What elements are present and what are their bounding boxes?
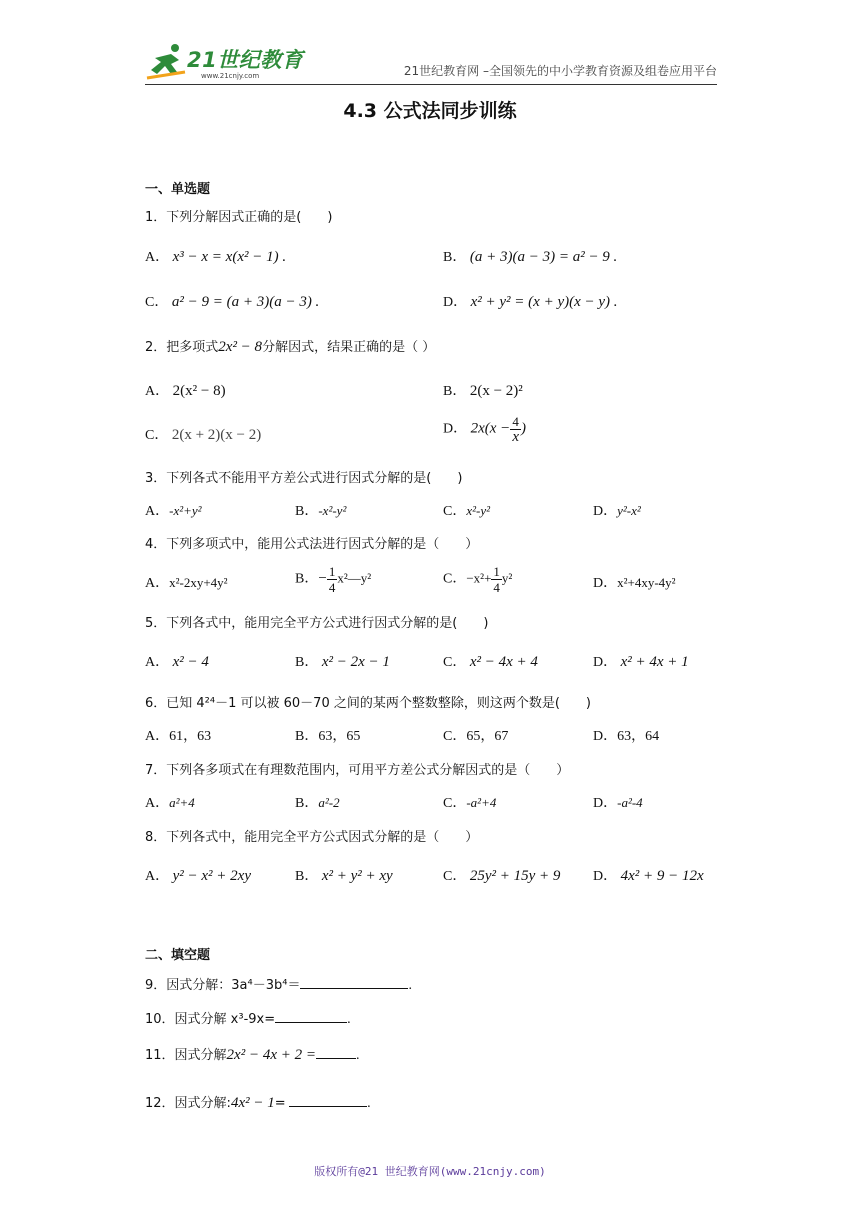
question-1-option-a[interactable]: A． x³ − x = x(x² − 1) .: [145, 249, 287, 265]
question-4-option-d[interactable]: D．x²+4xy-4y²: [593, 575, 676, 591]
question-7-option-a[interactable]: A．a²+4: [145, 795, 195, 811]
section-heading-single-choice: 一、单选题: [145, 182, 211, 197]
question-8-option-b[interactable]: B． x² + y² + xy: [295, 868, 393, 884]
question-3-option-d[interactable]: D．y²-x²: [593, 503, 641, 519]
question-6-option-a[interactable]: A．61，63: [145, 729, 212, 744]
logo-url: www.21cnjy.com: [201, 72, 260, 80]
question-7-option-d[interactable]: D．-a²-4: [593, 795, 643, 811]
question-2-option-d[interactable]: D． 2x(x − $\frac{4}{x}$ ): [443, 414, 526, 445]
question-10: 10．因式分解 x³-9x= .: [145, 1008, 351, 1028]
header-divider: [145, 84, 717, 85]
question-1-stem: 1．下列分解因式正确的是( ): [145, 210, 333, 225]
question-6-stem: 6．已知 4²⁴－1 可以被 60－70 之间的某两个整数整除，则这两个数是( ): [145, 696, 591, 711]
question-8-option-d[interactable]: D． 4x² + 9 − 12x: [593, 868, 704, 884]
fraction: $\frac{1}{4}$: [328, 564, 336, 595]
answer-blank[interactable]: [289, 1092, 367, 1107]
question-8-option-a[interactable]: A． y² − x² + 2xy: [145, 868, 251, 884]
question-11: 11．因式分解2x² − 4x + 2 = .: [145, 1044, 359, 1064]
page-title: 4.3 公式法同步训练: [343, 100, 517, 122]
question-6-option-d[interactable]: D．63，64: [593, 729, 660, 744]
question-4-option-c[interactable]: C．−x²+ $\frac{1}{4}$ y²: [443, 564, 513, 595]
page-footer: 版权所有@21 世纪教育网(www.21cnjy.com): [314, 1165, 546, 1178]
question-5-option-a[interactable]: A． x² − 4: [145, 654, 209, 670]
answer-blank[interactable]: [300, 974, 408, 989]
fraction: $\frac{1}{4}$: [493, 564, 500, 595]
header-slogan: 21世纪教育网 –全国领先的中小学教育资源及组卷应用平台: [403, 64, 717, 78]
question-7-option-c[interactable]: C．-a²+4: [443, 795, 497, 811]
question-1-option-d[interactable]: D． x² + y² = (x + y)(x − y) .: [443, 294, 618, 310]
question-3-option-a[interactable]: A．-x²+y²: [145, 503, 202, 519]
question-12: 12．因式分解:4x² − 1= .: [145, 1092, 371, 1112]
question-4-option-b[interactable]: B．− $\frac{1}{4}$ x²—y²: [295, 564, 372, 595]
question-5-stem: 5．下列各式中，能用完全平方公式进行因式分解的是( ): [145, 616, 489, 631]
logo-text: 21世纪教育: [187, 48, 304, 72]
question-8-option-c[interactable]: C． 25y² + 15y + 9: [443, 868, 561, 884]
question-2-option-b[interactable]: B． 2(x − 2)²: [443, 383, 523, 399]
question-5-option-b[interactable]: B． x² − 2x − 1: [295, 654, 390, 670]
question-6-option-b[interactable]: B．63，65: [295, 729, 361, 744]
answer-blank[interactable]: [275, 1008, 347, 1023]
section-heading-fill-blank: 二、填空题: [145, 948, 211, 963]
fraction: $\frac{4}{x}$: [512, 414, 519, 445]
question-8-stem: 8．下列各式中，能用完全平方公式因式分解的是（ ）: [145, 830, 479, 845]
answer-blank[interactable]: [316, 1044, 356, 1059]
question-1-option-c[interactable]: C． a² − 9 = (a + 3)(a − 3) .: [145, 294, 320, 310]
runner-icon: [145, 42, 189, 82]
question-5-option-c[interactable]: C． x² − 4x + 4: [443, 654, 538, 670]
question-2-stem: 2．把多项式2x² − 8分解因式，结果正确的是（ ）: [145, 339, 436, 355]
question-2-option-c[interactable]: C． 2(x + 2)(x − 2): [145, 427, 262, 443]
question-9: 9．因式分解：3a⁴－3b⁴＝ .: [145, 974, 412, 994]
question-3-stem: 3．下列各式不能用平方差公式进行因式分解的是( ): [145, 471, 463, 486]
page-header: [145, 40, 717, 88]
question-4-option-a[interactable]: A．x²-2xy+4y²: [145, 575, 228, 591]
question-3-option-c[interactable]: C．x²-y²: [443, 503, 491, 519]
question-5-option-d[interactable]: D． x² + 4x + 1: [593, 654, 689, 670]
question-7-stem: 7．下列各多项式在有理数范围内，可用平方差公式分解因式的是（ ）: [145, 763, 570, 778]
question-1-option-b[interactable]: B． (a + 3)(a − 3) = a² − 9 .: [443, 249, 618, 265]
question-4-stem: 4．下列多项式中，能用公式法进行因式分解的是（ ）: [145, 537, 479, 552]
question-6-option-c[interactable]: C．65，67: [443, 729, 509, 744]
question-7-option-b[interactable]: B．a²-2: [295, 795, 340, 811]
site-logo: [145, 42, 305, 86]
question-3-option-b[interactable]: B．-x²-y²: [295, 503, 347, 519]
question-2-option-a[interactable]: A． 2(x² − 8): [145, 383, 226, 399]
